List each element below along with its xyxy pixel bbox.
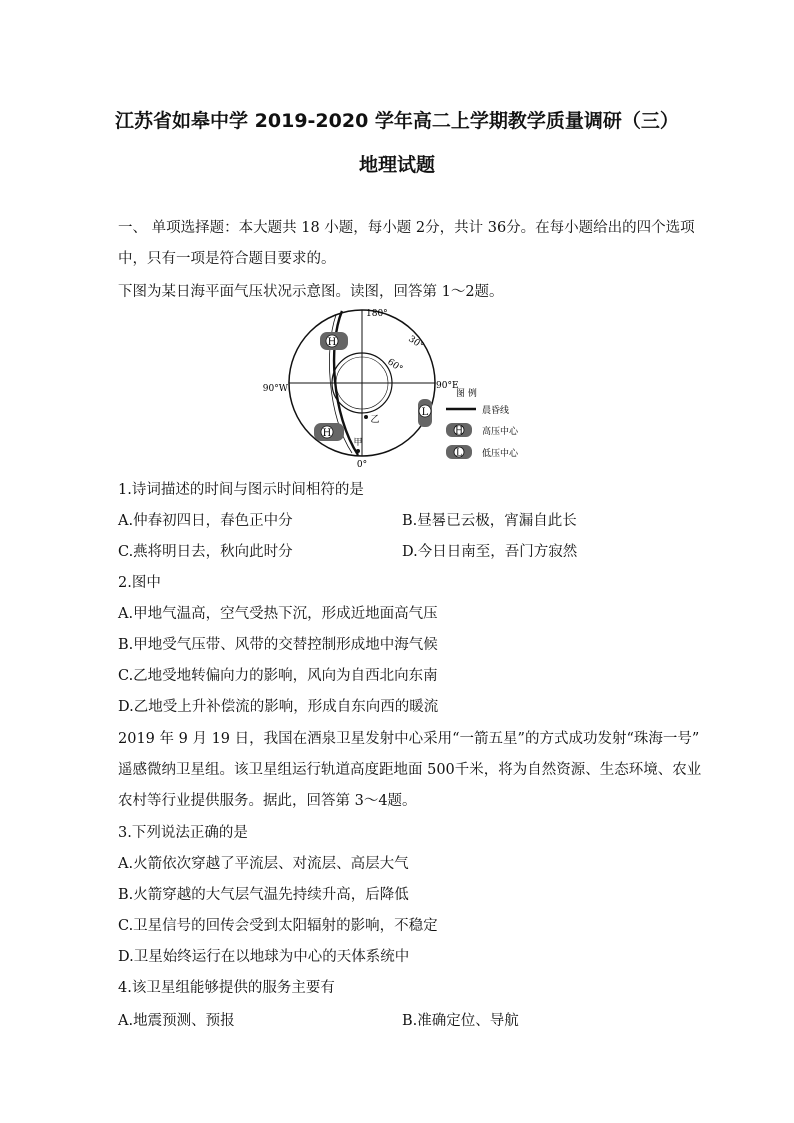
q4-option-b: B.准确定位、导航 bbox=[402, 1013, 519, 1029]
label-180: 180° bbox=[366, 309, 388, 319]
label-0: 0° bbox=[356, 460, 368, 470]
q3-option-c: C.卫星信号的回传会受到太阳辐射的影响，不稳定 bbox=[118, 918, 438, 934]
q1-stem: 1.诗词描述的时间与图示时间相符的是 bbox=[118, 482, 364, 498]
q2-option-b: B.甲地受气压带、风带的交替控制形成地中海气候 bbox=[118, 637, 438, 653]
point-jia bbox=[356, 449, 360, 453]
q4-option-a: A.地震预测、预报 bbox=[118, 1013, 235, 1029]
q34-intro-line-3: 农村等行业提供服务。据此，回答第 3～4题。 bbox=[118, 793, 417, 809]
section-intro-line-2: 中，只有一项是符合题目要求的。 bbox=[118, 251, 336, 267]
q1-option-b: B.昼晷已云极，宵漏自此长 bbox=[402, 513, 577, 529]
legend-title: 图 例 bbox=[456, 389, 477, 399]
q3-option-b: B.火箭穿越的大气层气温先持续升高，后降低 bbox=[118, 887, 409, 903]
high-center-lower bbox=[314, 423, 344, 441]
q1-option-c: C.燕将明日去，秋向此时分 bbox=[118, 544, 293, 560]
legend-low: 低压中心 bbox=[482, 449, 519, 459]
q2-stem: 2.图中 bbox=[118, 575, 161, 591]
point-yi bbox=[364, 415, 368, 419]
svg-text:H: H bbox=[455, 426, 463, 437]
q4-stem: 4.该卫星组能够提供的服务主要有 bbox=[118, 980, 335, 996]
section-intro-line-1: 一、 单项选择题：本大题共 18 小题，每小题 2分，共计 36分。在每小题给出的四个选项 bbox=[118, 220, 695, 236]
legend-high: 高压中心 bbox=[482, 427, 519, 437]
globe bbox=[289, 310, 435, 456]
page-title: 江苏省如皋中学 2019-2020 学年高二上学期教学质量调研（三） bbox=[115, 110, 679, 132]
q34-intro-line-1: 2019 年 9 月 19 日，我国在酒泉卫星发射中心采用“一箭五星”的方式成功发射“珠海一号” bbox=[118, 731, 700, 747]
low-center bbox=[418, 399, 432, 427]
svg-text:H: H bbox=[322, 428, 332, 439]
label-jia: 甲 bbox=[353, 438, 363, 448]
label-90e: 90°E bbox=[436, 381, 459, 391]
page-subtitle: 地理试题 bbox=[358, 154, 435, 176]
q2-option-c: C.乙地受地转偏向力的影响，风向为自西北向东南 bbox=[118, 668, 438, 684]
label-30: 30° bbox=[406, 334, 426, 352]
label-90w: 90°W bbox=[262, 384, 288, 394]
label-yi: 乙 bbox=[370, 415, 380, 425]
q34-intro-line-2: 遥感微纳卫星组。该卫星组运行轨道高度距地面 500千米，将为自然资源、生态环境、农业 bbox=[118, 762, 702, 778]
q1-option-a: A.仲春初四日，春色正中分 bbox=[118, 513, 293, 529]
q2-option-a: A.甲地气温高，空气受热下沉，形成近地面高气压 bbox=[118, 606, 438, 622]
q3-option-d: D.卫星始终运行在以地球为中心的天体系统中 bbox=[118, 949, 410, 965]
sea-level-pressure-diagram bbox=[262, 305, 542, 475]
svg-text:L: L bbox=[456, 448, 462, 459]
q3-option-a: A.火箭依次穿越了平流层、对流层、高层大气 bbox=[118, 856, 409, 872]
legend-terminator: 晨昏线 bbox=[482, 406, 510, 416]
label-60: 60° bbox=[385, 357, 405, 375]
legend bbox=[446, 387, 519, 459]
high-center-upper bbox=[320, 332, 348, 350]
q2-option-d: D.乙地受上升补偿流的影响，形成自东向西的暖流 bbox=[118, 699, 439, 715]
q1-option-d: D.今日日南至，吾门方寂然 bbox=[402, 544, 578, 560]
q3-stem: 3.下列说法正确的是 bbox=[118, 825, 248, 841]
svg-text:L: L bbox=[421, 407, 429, 418]
q12-intro: 下图为某日海平面气压状况示意图。读图，回答第 1～2题。 bbox=[118, 284, 504, 300]
svg-text:H: H bbox=[327, 337, 337, 348]
